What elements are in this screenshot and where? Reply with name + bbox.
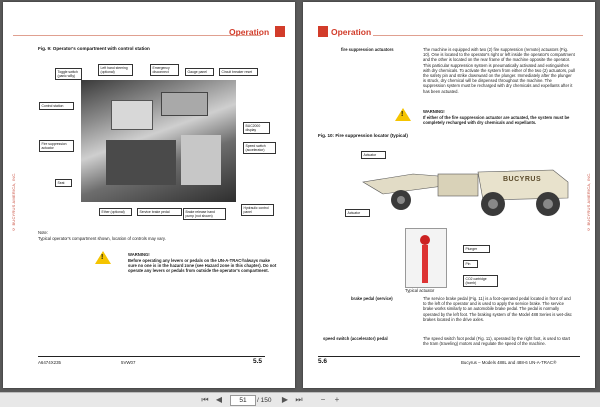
callout-plunger: Plunger [463,245,490,253]
speed-switch-text: The speed switch foot pedal (Fig. 11), operated by the right foot, is used to start the tram (traveling) motors and regulate the speed of the machine. [423,336,571,347]
callout-toggle-switch: Toggle switch (panic wBy) [55,68,82,80]
callout-pin: Pin [463,260,478,268]
header-marker [318,26,328,37]
callout-speed-switch: Speed switch (accelerator) [243,142,276,154]
figure-caption: Fig. 10: Fire suppression locator (typical) [318,133,408,138]
warning-exclamation: ! [101,254,104,261]
last-page-button[interactable]: ⏭ [295,395,303,404]
page-header-title: Operation [229,27,270,37]
warning-exclamation: ! [401,111,404,118]
note-label: Note: [38,230,49,235]
fire-suppression-text: The machine is equipped with two (2) fire suppression (remote) actuators (Fig. 10). One is located to the operator's right or left inside the operator's compartment and the other is located on the rear frame of the machine opposite the operator. This particular suppression system is pneumatically activated and extinguishes with dry chemicals. To activate the system from either of the two (2) actuators, pull the safety pin and strike downward on the plunger. Immediately after the plunger is struck, dry chemical will be dispensed throughout the machine. The suppression system must be recharged with dry chemicals and expellants after it has been actuated. [423,47,575,94]
header-rule [373,35,583,36]
callout-actuator-top: Actuator [361,151,386,159]
page-number: 5.5 [253,358,263,365]
first-page-button[interactable]: ⏮ [201,395,209,404]
next-page-button[interactable]: ▶ [281,395,289,404]
warning-title: WARNING! [128,252,150,257]
warning-text: Before operating any levers or pedals on the UN-A-TRAC®always make sure no one is in the hazard zone (see Hazard zone in this chapter). Do not operate any levers or pedals from outside the operator's compartment. [128,258,277,274]
header-rule [13,35,261,36]
machine-brand-label: BUCYRUS [503,176,542,183]
footer-doc-id: A6474X235 [38,360,61,365]
page-number: 5.6 [318,358,328,365]
callout-bu-display: BUC2000 display [243,122,270,134]
right-page [303,2,595,388]
callout-brake-release: Brake release hand pump (not shown) [183,208,226,220]
left-page [3,2,295,388]
typical-actuator-label: Typical actuator [405,288,435,293]
callout-gauge-panel: Gauge panel [185,68,214,76]
speed-switch-heading: speed switch (accelerator) pedal [323,336,388,341]
callout-fire-suppression: Fire suppression actuator [39,140,74,152]
fire-suppression-heading: fire suppression actuators [341,47,394,52]
footer-rule [38,356,265,357]
warning-text: If either of the fire suppression actuator are actuated, the system must be completely recharged with dry chemicals and expellants. [423,115,570,126]
actuator-detail-image [405,228,447,288]
total-pages-label: / 150 [257,397,272,404]
callout-co2: CO2 cartridge (bomb) [463,275,498,287]
brake-pedal-heading: brake pedal (service) [351,296,393,301]
note-text: Typical operator's compartment shown, location of controls may vary. [38,236,166,241]
previous-page-button[interactable]: ◀ [215,395,223,404]
callout-left-hand-steering: Left hand steering (optional) [98,64,133,76]
copyright-side-text: © BUCYRUS AMERICA, INC. [11,172,16,232]
zoom-in-button[interactable]: + [334,395,340,404]
callout-service-brake: Service brake pedal [137,208,182,216]
current-page-input[interactable]: 51 [230,395,256,406]
machine-illustration [343,152,573,224]
callout-circuit-breaker: Circuit breaker reset [219,68,258,76]
callout-seat: Seat [55,179,72,187]
callout-emergency-disconnect: Emergency disconnect [150,64,179,76]
footer-rule [318,356,580,357]
page-header-title: Operation [331,27,372,37]
callout-control-station: Control station [39,102,74,110]
operator-compartment-photo [81,80,236,202]
callout-actuator-bottom: Actuator [345,209,370,217]
header-marker [275,26,285,37]
brake-pedal-text: The service brake pedal (Fig. 11) is a foot-operated pedal located in front of and to the left of the operator and is used to apply the service brake. The service brake works similarly to an automobile brake pedal. The pedal is normally operated by the left foot. The braking system of the Model 488 Series is wet-disc brakes located in the drive axles. [423,296,572,322]
callout-ether: Ether (optional) [99,208,132,216]
figure-caption: Fig. 9: Operator's compartment with control station [38,46,150,51]
zoom-out-button[interactable]: − [320,395,326,404]
footer-model: Bucyrus – Models 488L and 488-6 UN-A-TRAC® [461,360,557,365]
footer-revision: 5VW07 [121,360,136,365]
page-navigation-toolbar [0,392,600,407]
warning-title: WARNING! [423,109,445,114]
copyright-side-text: © BUCYRUS AMERICA, INC. [586,172,591,232]
callout-hydraulic-panel: Hydraulic control panel [241,204,274,216]
